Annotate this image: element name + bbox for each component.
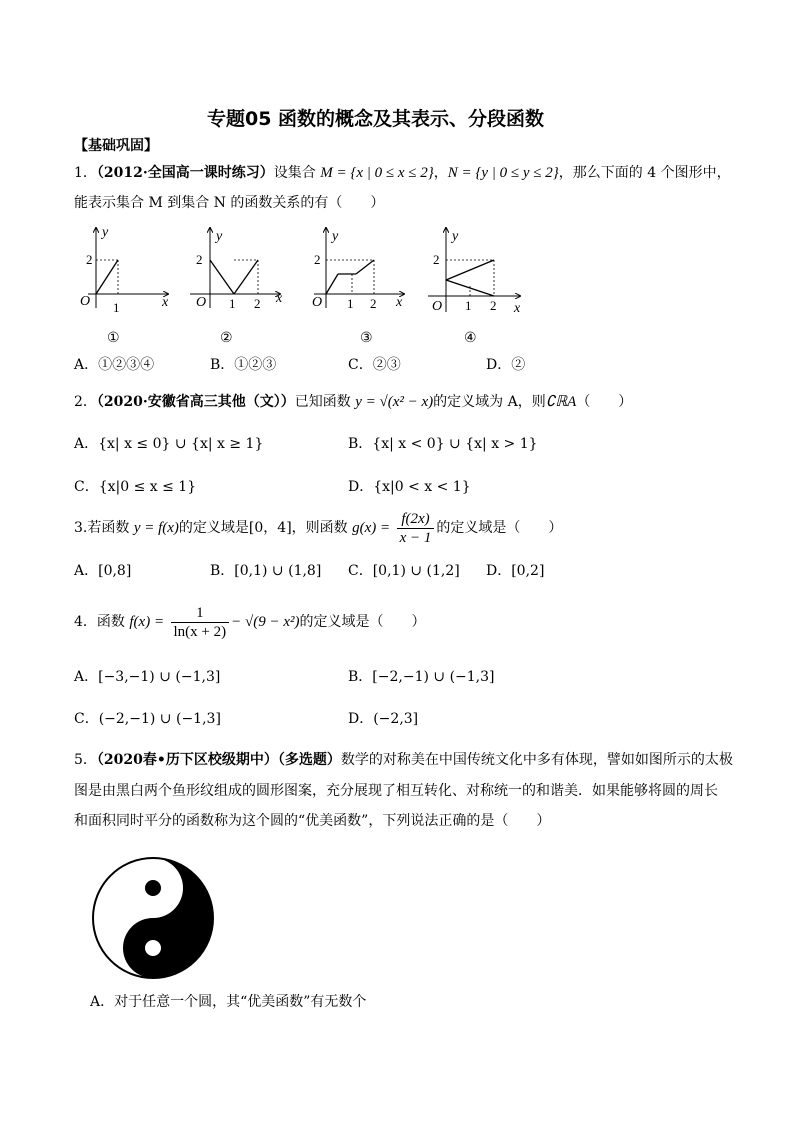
fraction-numerator: 1	[171, 604, 230, 623]
separator: ，	[433, 165, 448, 181]
taiji-light-dot	[145, 940, 161, 956]
graph-line	[356, 260, 374, 274]
question-5-line2: 图是由黑白两个鱼形纹组成的圆形图案，充分展现了相互转化、对称统一的和谐美．如果能够将圆的周长	[74, 783, 718, 799]
axis-y-label: y	[332, 229, 339, 244]
question-text: 的定义域是（ ）	[299, 614, 426, 630]
question-2-stem	[74, 392, 632, 412]
question-text: 的定义域为 A，则	[433, 394, 546, 410]
question-number: 2．	[74, 394, 97, 410]
set-m: M = {x | 0 ≤ x ≤ 2}	[320, 165, 434, 181]
origin-label: O	[80, 294, 91, 309]
question-4-stem	[74, 602, 426, 642]
option-d[interactable]: D．[0,2]	[486, 563, 545, 579]
option-b[interactable]: B．[−2,−1) ∪ (−1,3]	[348, 669, 495, 685]
option-c[interactable]: C．[0,1) ∪ (1,2]	[348, 563, 460, 579]
taiji-figure	[90, 855, 216, 981]
option-a[interactable]: A．{x| x ≤ 0} ∪ {x| x ≥ 1}	[74, 436, 264, 452]
question-5-line3: 和面积同时平分的函数称为这个圆的“优美函数”，下列说法正确的是（ ）	[74, 813, 551, 829]
axis-x-label: x	[514, 301, 521, 316]
complement-expression: ∁ℝA	[545, 394, 577, 410]
option-b[interactable]: B．①②③	[210, 357, 277, 373]
option-a[interactable]: A．[0,8]	[74, 563, 132, 579]
graph-1	[68, 222, 188, 350]
graph-line	[326, 274, 338, 294]
tick-label: 2	[433, 252, 440, 267]
option-c[interactable]: C．②③	[348, 357, 401, 373]
taiji-dark-dot	[145, 880, 161, 896]
origin-label: O	[432, 299, 443, 314]
axis-y-label: y	[216, 229, 223, 244]
tick-label: 2	[196, 252, 203, 267]
option-d[interactable]: D．(−2,3]	[348, 711, 419, 727]
graph-4	[420, 222, 540, 350]
function-tail: − √(9 − x²)	[231, 614, 300, 630]
question-5-line1	[74, 750, 733, 770]
fraction-denominator: ln(x + 2)	[173, 623, 227, 640]
question-1-stem	[74, 163, 731, 183]
option-b[interactable]: B．{x| x < 0} ∪ {x| x > 1}	[348, 436, 538, 452]
tick-label: 1	[113, 300, 120, 315]
function-g: g(x) =	[352, 520, 391, 536]
tick-label: 2	[86, 252, 93, 267]
question-text: 设集合	[273, 165, 316, 181]
tick-label: 2	[490, 298, 497, 313]
section-label: 【基础巩固】	[74, 138, 158, 154]
fraction-numerator: f(2x)	[397, 510, 435, 529]
graph-label: ②	[220, 331, 233, 346]
question-text: 已知函数	[294, 394, 351, 410]
question-text: 3.若函数	[74, 520, 130, 536]
function-expression: y = f(x)	[133, 520, 179, 536]
axis-x-label: x	[276, 291, 283, 306]
origin-label: O	[312, 295, 323, 310]
origin-label: O	[196, 295, 207, 310]
question-number: 1．	[74, 165, 97, 181]
question-number: 5．	[74, 752, 97, 768]
tick-label: 2	[370, 296, 377, 311]
axis-y-label: y	[452, 229, 459, 244]
fraction	[171, 604, 230, 641]
option-d[interactable]: D．{x|0 < x < 1}	[348, 479, 471, 495]
question-text: 的定义域是[0，4]，则函数	[178, 520, 348, 536]
graph-label: ①	[107, 331, 120, 346]
option-c[interactable]: C．(−2,−1) ∪ (−1,3]	[74, 711, 221, 727]
option-d[interactable]: D．②	[486, 357, 526, 373]
axis-y-label: y	[102, 225, 109, 240]
function-expression: y = √(x² − x)	[355, 394, 434, 410]
tick-label: 2	[254, 296, 261, 311]
question-source: （2020春•历下区校级期中）（多选题）	[96, 752, 341, 768]
option-c[interactable]: C．{x|0 ≤ x ≤ 1}	[74, 479, 197, 495]
graph-line	[210, 260, 234, 294]
page-title: 专题05 函数的概念及其表示、分段函数	[207, 108, 545, 130]
fraction	[397, 510, 435, 547]
option-b[interactable]: B．[0,1) ∪ (1,8]	[210, 563, 322, 579]
option-a[interactable]: A．对于任意一个圆，其“优美函数”有无数个	[90, 994, 367, 1010]
graph-label: ③	[360, 331, 373, 346]
function-f: f(x) =	[129, 614, 165, 630]
option-a[interactable]: A．[−3,−1) ∪ (−1,3]	[74, 669, 221, 685]
tick-label: 2	[314, 252, 321, 267]
question-source: （2012·全国高一课时练习）	[96, 165, 274, 181]
axis-x-label: x	[396, 295, 403, 310]
tick-label: 1	[347, 296, 354, 311]
question-source: （2020·安徽省高三其他（文））	[96, 394, 295, 410]
question-text: 4．函数	[74, 614, 125, 630]
graph-3	[300, 222, 420, 350]
question-1-line2: 能表示集合 M 到集合 N 的函数关系的有（ ）	[74, 195, 385, 211]
question-text: 数学的对称美在中国传统文化中多有体现，譬如如图所示的太极	[340, 752, 733, 768]
question-3-stem	[74, 508, 562, 548]
graph-label: ④	[464, 331, 477, 346]
tick-label: 1	[465, 298, 472, 313]
graph-line	[96, 260, 118, 294]
option-a[interactable]: A．①②③④	[74, 357, 155, 373]
question-text: 的定义域是（ ）	[436, 520, 563, 536]
question-text: （ ）	[576, 394, 633, 410]
question-text: ，那么下面的 4 个图形中，	[558, 165, 731, 181]
tick-label: 1	[229, 296, 236, 311]
set-n: N = {y | 0 ≤ y ≤ 2}	[447, 165, 559, 181]
graph-line	[446, 260, 494, 280]
axis-x-label: x	[162, 295, 169, 310]
fraction-denominator: x − 1	[399, 529, 432, 546]
graph-line	[234, 260, 258, 294]
graph-2	[180, 222, 300, 350]
